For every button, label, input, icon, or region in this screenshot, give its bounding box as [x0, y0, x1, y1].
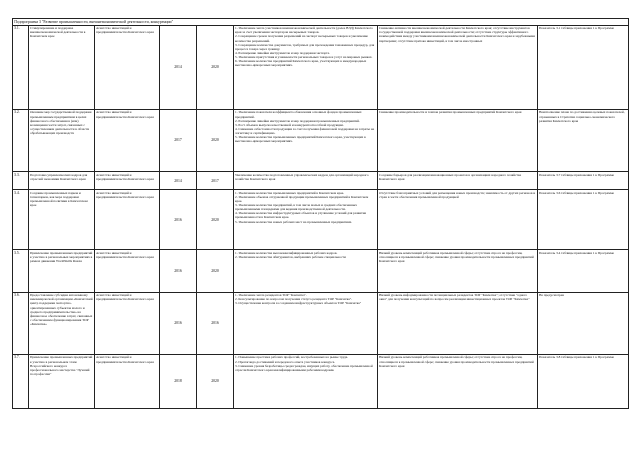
executor: Агентство инвестиций и предпринимательства Камчатского края [95, 172, 160, 190]
executor: Агентство инвестиций и предпринимательства Камчатского края [95, 25, 160, 109]
end-year: 2017 [197, 172, 234, 190]
indicator-link: Показатель 3.1 таблицы приложения 1 к Программе [538, 25, 629, 109]
executor: Агентство инвестиций и предпринимательства Камчатского края [95, 190, 160, 250]
result-item: 4. Снижение себестоимости продукции за счет получения финансовой поддержки на затраты на логистику и сертификацию. [235, 126, 375, 135]
measure-name: Подготовка управленческих кадров для отраслей экономики Камчатского края [29, 172, 95, 190]
table-row [13, 354, 629, 408]
expected-results [234, 250, 378, 292]
measure-name: Оказание мер государственной поддержки промышленным предприятиям в целях финансового обеспечения в (или) возмещения части затрат, связанных с осуществлением деятельности в области обрабатывающих производств [29, 109, 95, 171]
indicator-link: Показатель 3.8 таблицы приложения 1 к Программе [538, 354, 629, 408]
result-item: 1. Повышение престижа рабочих профессий, востребованных на рынке труда. [235, 355, 349, 360]
row-number: 3.6. [13, 292, 29, 354]
consequences: Низкий уровень компетенций работников промышленной сферы; отсутствие спроса на профессии, относящиеся к промышленной сфере; снижение уровня производительности промышленных предприятий Камчатского края [378, 354, 538, 408]
start-year: 2014 [160, 25, 197, 109]
indicator-link: Неисполнение плана по достижению целевых показателей, отраженных в Стратегии социально-экономического развития Камчатского края [538, 109, 629, 171]
indicator-link: Не предусмотрен [538, 292, 629, 354]
row-number: 3.2. [13, 109, 29, 171]
start-year: 2016 [160, 250, 197, 292]
row-number: 3.4. [13, 190, 29, 250]
end-year: 2020 [197, 109, 234, 171]
start-year: 2018 [160, 354, 197, 408]
indicator-link: Показатель 3.6 таблицы приложения 1 к Программе [538, 190, 629, 250]
measure-name: Привлечение промышленных предприятий к участию в региональных мероприятиях в рамках движения WorldSkills Russia [29, 250, 95, 292]
table-row [13, 190, 629, 250]
end-year: 2020 [197, 354, 234, 408]
expected-results [234, 190, 378, 250]
table-row [13, 292, 629, 354]
result-item: 4. Увеличение количества инфраструктурных объектов и улучшение условий для развития промышленности в Камчатском крае. [235, 211, 366, 220]
result-item: 5. Увеличение присутствия и узнаваемости региональных товаров и услуг на мировых рынках. [235, 54, 373, 59]
row-number: 3.5. [13, 250, 29, 292]
measure-name: Предоставление субсидии автономному некоммерческой организации «Камчатский центр поддержки экспортно-ориентированных субъектов малого и среднего предпринимательства» на финансовое обеспечение затрат, связанных с обеспечением функционирования ТОР «Камчатка» [29, 292, 95, 354]
table-row [13, 250, 629, 292]
start-year: 2014 [160, 172, 197, 190]
table-row [13, 109, 629, 171]
expected-results [234, 109, 378, 171]
result-item: 5. Увеличение количества новых рабочих мест на промышленных предприятиях. [235, 219, 353, 224]
indicator-link: Показатель 3.7 таблицы приложения 1 к Программе [538, 172, 629, 190]
result-item: 3. Снижение уровня безработицы среди граждан, ищущих работу, обеспечение промышленной отрасли Камчатского края квалифицированными рабочими кадрами. [235, 363, 373, 372]
measure-name: Создание промышленных парков и технопарков, как мера поддержки промышленной политики в Камчатском крае [29, 190, 95, 250]
end-year: 2020 [197, 25, 234, 109]
result-item: 4. Расширение линейки инструментов и мер поддержки экспорта. [235, 50, 330, 55]
expected-results [234, 354, 378, 408]
end-year: 2016 [197, 292, 234, 354]
indicator-link: Показатель 3.4 таблицы приложения 1 к Программе [538, 250, 629, 292]
result-item: 2. Расширение линейки инструментов и мер поддержки промышленных предприятий. [235, 118, 360, 123]
result-item: 3. Осуществление контроля за созданием инфраструктурных объектов ТОР "Камчатка" [235, 301, 362, 306]
consequences: Снижение производительности и темпов развития промышленных предприятий Камчатского края [378, 109, 538, 171]
consequences: Снижение активности внешнеэкономической деятельности Камчатского края; отсутствие инструментов государственной поддержки внешнеэкономической деятельности; отсутствие структуры эффективного взаимодействия между участниками внешнеэкономической деятельности Камчатского края и зарубежными партнерами; отсутствие притока инвестиций, в том числе иностранных [378, 25, 538, 109]
end-year: 2020 [197, 190, 234, 250]
start-year: 2016 [160, 190, 197, 250]
start-year: 2017 [160, 109, 197, 171]
result-item: 3. Рост объемов выпуска качественной и конкурентоспособной продукции. [235, 122, 344, 127]
result-item: 2. Пропаганда достижений и передового опыта участников конкурса. [235, 359, 336, 364]
executor: Агентство инвестиций и предпринимательства Камчатского края [95, 250, 160, 292]
result-item: 1. Увеличение числа участников внешнеэкономической деятельности (далее ВЭД) Камчатского края за счет увеличения экспортеров несырьевых товаров. [235, 26, 373, 35]
result-item: 2. Консультирование по вопросам получения статуса резидента ТОР "Камчатка". [235, 297, 353, 302]
consequences: Отсутствие благоприятных условий для размещения новых производств; зависимость от других регионов и стран в части обеспечения промышленной продукцией [378, 190, 538, 250]
subprogram-header-row [13, 19, 629, 26]
result-item: 1. Увеличение показателя коэффициента обновления основных фондов промышленных предприятий. [235, 110, 362, 119]
row-number: 3.3. [13, 172, 29, 190]
measure-name: Стимулирование и поддержка внешнеэкономической деятельности в Камчатском крае [29, 25, 95, 109]
consequences: Низкий уровень информированности потенциальных резидентов ТОР "Камчатка"; отсутствие "одного окна" для получения консультаций по вопросам реализации инвестиционных проектов ТОР "Камчатка" [378, 292, 538, 354]
row-number: 3.7. [13, 354, 29, 408]
result-item: Увеличение количества подготовленных управленческих кадров для организаций народного хозяйства Камчатского края [235, 172, 369, 181]
subprogram-title: Подпрограмма 3 "Развитие промышленности, внешнеэкономической деятельности, конкуренции" [13, 19, 629, 26]
document-sheet [12, 18, 628, 409]
result-item: 6. Увеличение количества предприятий Камчатского края, участвующих в международных выставочно-ярмарочных мероприятиях. [235, 59, 367, 68]
start-year: 2016 [160, 292, 197, 354]
result-item: 2. Увеличение количества абитуриентов, выбравших рабочие специальности [235, 255, 346, 260]
result-item: 1. Увеличение количества высококвалифицированных рабочих кадров. [235, 251, 338, 256]
result-item: 1. Увеличение числа резидентов ТОР "Камчатка". [235, 293, 307, 298]
table-row [13, 172, 629, 190]
program-table [12, 18, 629, 409]
table-row [13, 25, 629, 109]
result-item: 3. Сокращение количества документов, требуемых для прохождения таможенных процедур, для процесса товара через границу. [235, 42, 375, 51]
result-item: 1. Увеличение количества промышленных предприятий в Камчатском крае. [235, 190, 345, 195]
consequences: Создание барьеров для реализации инновационных проектов в организациях народного хозяйства Камчатского края [378, 172, 538, 190]
executor: Агентство инвестиций и предпринимательства Камчатского края [95, 109, 160, 171]
result-item: 3. Увеличение количества предприятий, в том числе малых и средних обеспеченных промышленными площадками для ведения производственной деятельности. [235, 203, 357, 212]
result-item: 5. Увеличение количества промышленных предприятий Камчатского края, участвующих в выставочно-ярмарочных мероприятиях. [235, 135, 366, 144]
expected-results [234, 172, 378, 190]
row-number: 3.1. [13, 25, 29, 109]
expected-results [234, 292, 378, 354]
result-item: 2. Сокращение сроков получения разрешений на экспорт несырьевых товаров и увеличение количества разрешений. [235, 34, 368, 43]
result-item: 2. Увеличение объемов отгруженной продукции промышленных предприятий в Камчатском крае. [235, 194, 369, 204]
expected-results [234, 25, 378, 109]
measure-name: Привлечение промышленных предприятий к участию в региональном этапе Всероссийского конкурса профессионального мастерства "Лучший по профессии" [29, 354, 95, 408]
consequences: Низкий уровень компетенций работников промышленной сферы; отсутствие спроса на профессии, относящиеся к промышленной сфере; снижение уровня производительности промышленных предприятий Камчатского края [378, 250, 538, 292]
executor: Агентство инвестиций и предпринимательства Камчатского края [95, 292, 160, 354]
end-year: 2020 [197, 250, 234, 292]
executor: Агентство инвестиций и предпринимательства Камчатского края [95, 354, 160, 408]
